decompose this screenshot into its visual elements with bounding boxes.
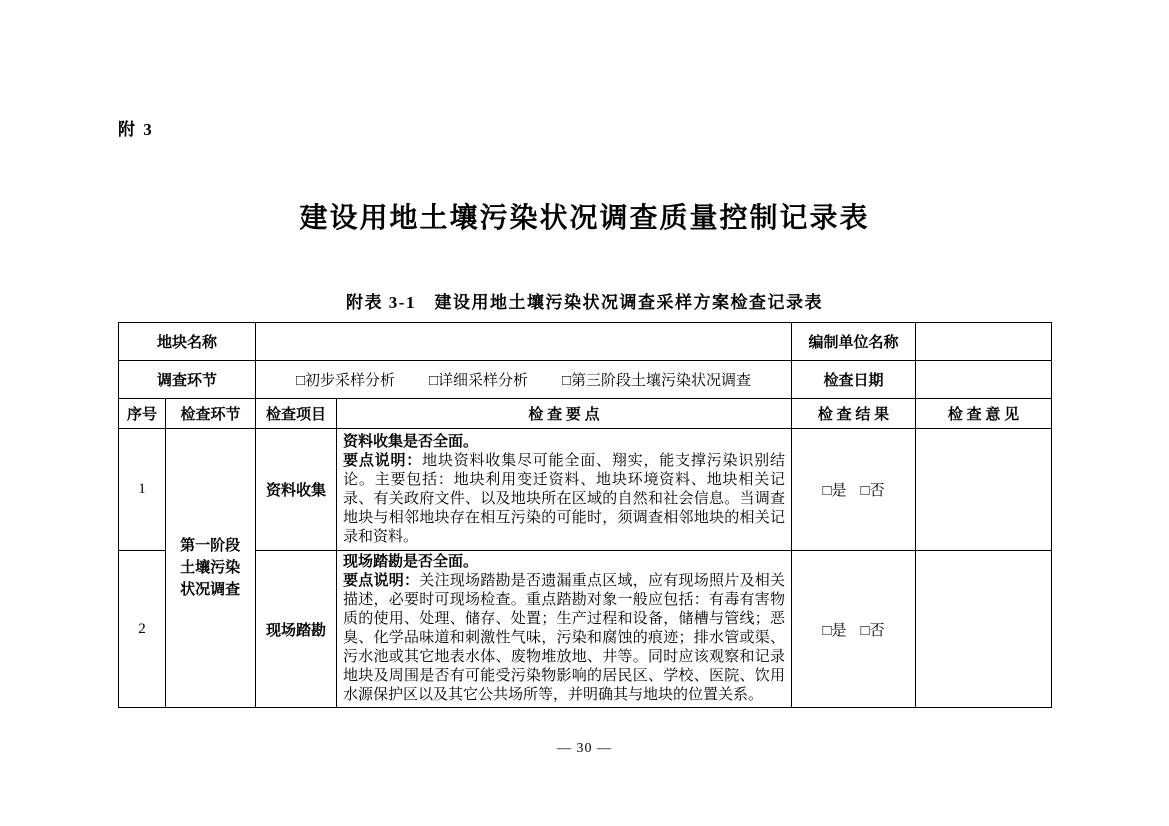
stage-group-cell	[166, 429, 256, 708]
checkbox-yes: □是	[822, 483, 847, 499]
document-title: 建设用地土壤污染状况调查质量控制记录表	[299, 203, 870, 234]
header-opinion: 检 查 意 见	[916, 399, 1052, 429]
survey-options-cell	[256, 361, 792, 399]
check-points-cell	[337, 429, 792, 551]
check-point-text: 地块资料收集尽可能全面、翔实，能支撑污染识别结论。主要包括：地块利用变迁资料、地块环境资料、地块相关记录、有关政府文件、以及地块所在区域的自然和社会信息。当调查地块与相邻地块存在相互污染的可能时，须调查相邻地块的相关记录和资料。	[343, 452, 786, 545]
survey-options	[262, 369, 785, 390]
header-points: 检 查 要 点	[337, 399, 792, 429]
check-opinion-cell	[916, 551, 1052, 708]
check-point-body	[343, 572, 785, 705]
stage-group-label: 第一阶段土壤污染状况调查	[180, 538, 241, 598]
table-subtitle: 附表 3-1 建设用地土壤污染状况调查采样方案检查记录表	[346, 293, 823, 312]
check-point-label: 要点说明：	[343, 452, 423, 469]
check-item: 现场踏勘	[256, 551, 337, 708]
check-item: 资料收集	[256, 429, 337, 551]
plot-name-value	[256, 323, 792, 361]
plot-name-row	[119, 323, 1052, 361]
header-item: 检查项目	[256, 399, 337, 429]
header-no: 序号	[119, 399, 166, 429]
table-row	[119, 429, 1052, 551]
row-no: 1	[119, 429, 166, 551]
unit-name-value	[916, 323, 1052, 361]
table-row	[119, 551, 1052, 708]
unit-name-label: 编制单位名称	[792, 323, 916, 361]
check-opinion-cell	[916, 429, 1052, 551]
plot-name-label: 地块名称	[119, 323, 256, 361]
checkbox-no: □否	[860, 483, 885, 499]
attachment-label: 附 3	[118, 120, 154, 139]
table-header-row	[119, 399, 1052, 429]
check-date-value	[916, 361, 1052, 399]
check-point-title: 资料收集是否全面。	[343, 433, 479, 450]
check-result-cell	[792, 429, 916, 551]
checkbox-no: □否	[860, 622, 885, 639]
check-point-label: 要点说明：	[343, 573, 420, 589]
header-result: 检 查 结 果	[792, 399, 916, 429]
checkbox-detailed-sampling: □详细采样分析	[428, 373, 529, 389]
checkbox-yes: □是	[822, 622, 847, 639]
check-result-cell	[792, 551, 916, 708]
inspection-record-table	[118, 322, 1052, 708]
checkbox-preliminary-sampling: □初步采样分析	[295, 373, 396, 389]
page-number: — 30 —	[557, 741, 612, 756]
check-point-title: 现场踏勘是否全面。	[343, 554, 479, 570]
header-stage: 检查环节	[166, 399, 256, 429]
survey-stage-row	[119, 361, 1052, 399]
survey-stage-label: 调查环节	[119, 361, 256, 399]
check-point-body	[343, 452, 785, 547]
check-point-text: 关注现场踏勘是否遗漏重点区域，应有现场照片及相关描述，必要时可现场检查。重点踏勘对象一般应包括：有毒有害物质的使用、处理、储存、处置；生产过程和设备，储槽与管线；恶臭、化学品味道和刺激性气味，污染和腐蚀的痕迹；排水管或渠、污水池或其它地表水体、废物堆放地、井等。同时应该观察和记录地块及周围是否有可能受污染物影响的居民区、学校、医院、饮用水源保护区以及其它公共场所等，并明确其与地块的位置关系。	[343, 573, 786, 703]
row-no: 2	[119, 551, 166, 708]
checkbox-phase3-survey: □第三阶段土壤污染状况调查	[562, 373, 752, 389]
check-date-label: 检查日期	[792, 361, 916, 399]
check-points-cell	[337, 551, 792, 708]
